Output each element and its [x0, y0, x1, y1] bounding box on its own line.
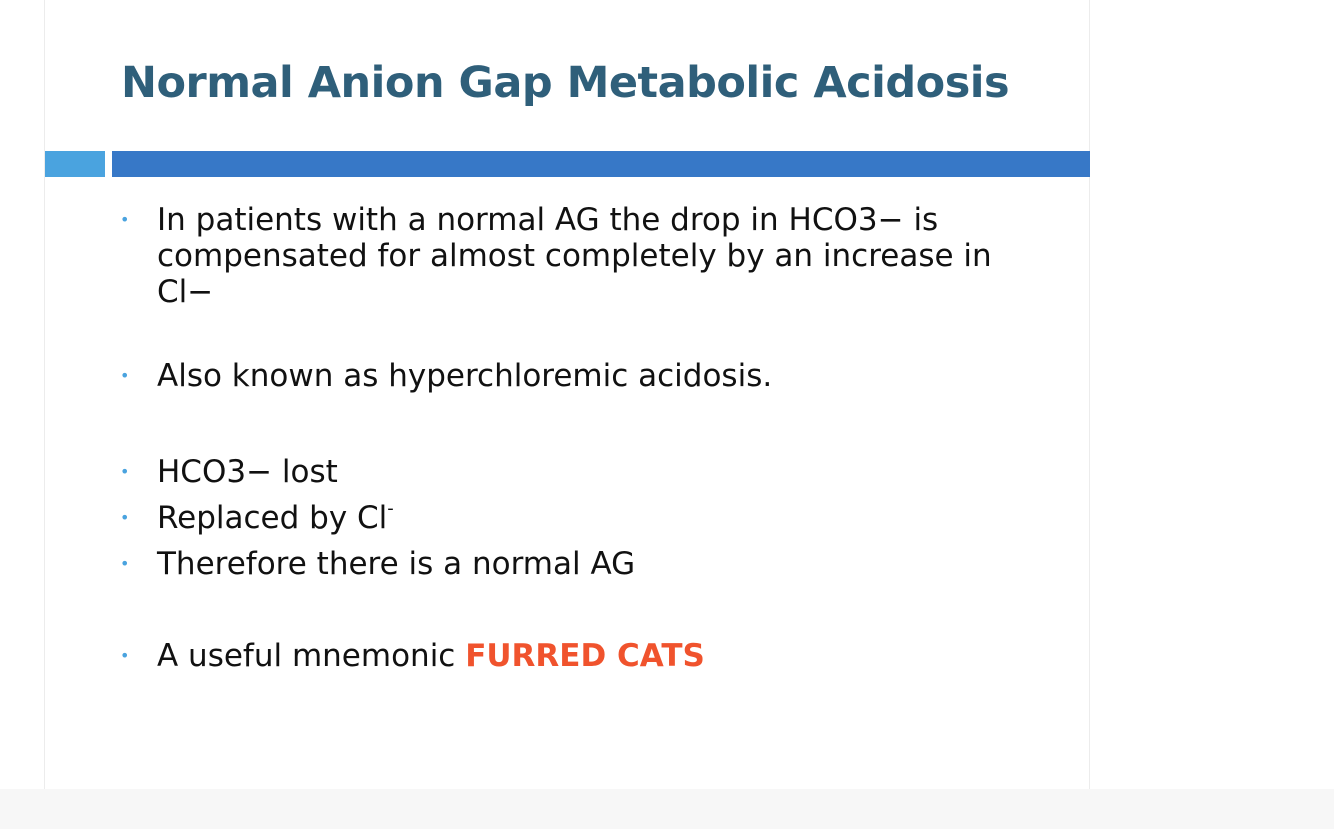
slide-title: Normal Anion Gap Metabolic Acidosis [121, 58, 1010, 108]
bullet-item [115, 454, 1045, 490]
bullet-item [115, 358, 1045, 394]
bullet-text: HCO3− lost [157, 454, 338, 490]
bottom-background-strip [0, 789, 1334, 829]
bullet-text: A useful mnemonic [157, 638, 466, 674]
bullet-dot-icon: • [120, 366, 130, 385]
bullet-dot-icon: • [120, 210, 130, 229]
bullet-dot-icon: • [120, 554, 130, 573]
bullet-superscript: - [387, 498, 394, 519]
header-accent-bar [112, 151, 1090, 177]
mnemonic-highlight: FURRED CATS [465, 638, 705, 674]
bullet-item [115, 500, 1045, 536]
slide [44, 0, 1090, 789]
bullet-item [115, 638, 1045, 674]
bullet-item [115, 546, 1045, 582]
bullet-list [115, 202, 1045, 674]
bullet-dot-icon: • [120, 646, 130, 665]
bullet-item [115, 202, 1045, 310]
bullet-text: Also known as hyperchloremic acidosis. [157, 358, 773, 394]
bullet-dot-icon: • [120, 462, 130, 481]
header-accent-bar-small [45, 151, 105, 177]
bullet-text: Replaced by Cl [157, 500, 388, 536]
bullet-text: In patients with a normal AG the drop in HCO3− is compensated for almost completely by an increase in Cl− [157, 202, 992, 310]
bullet-text: Therefore there is a normal AG [157, 546, 636, 582]
bullet-dot-icon: • [120, 508, 130, 527]
